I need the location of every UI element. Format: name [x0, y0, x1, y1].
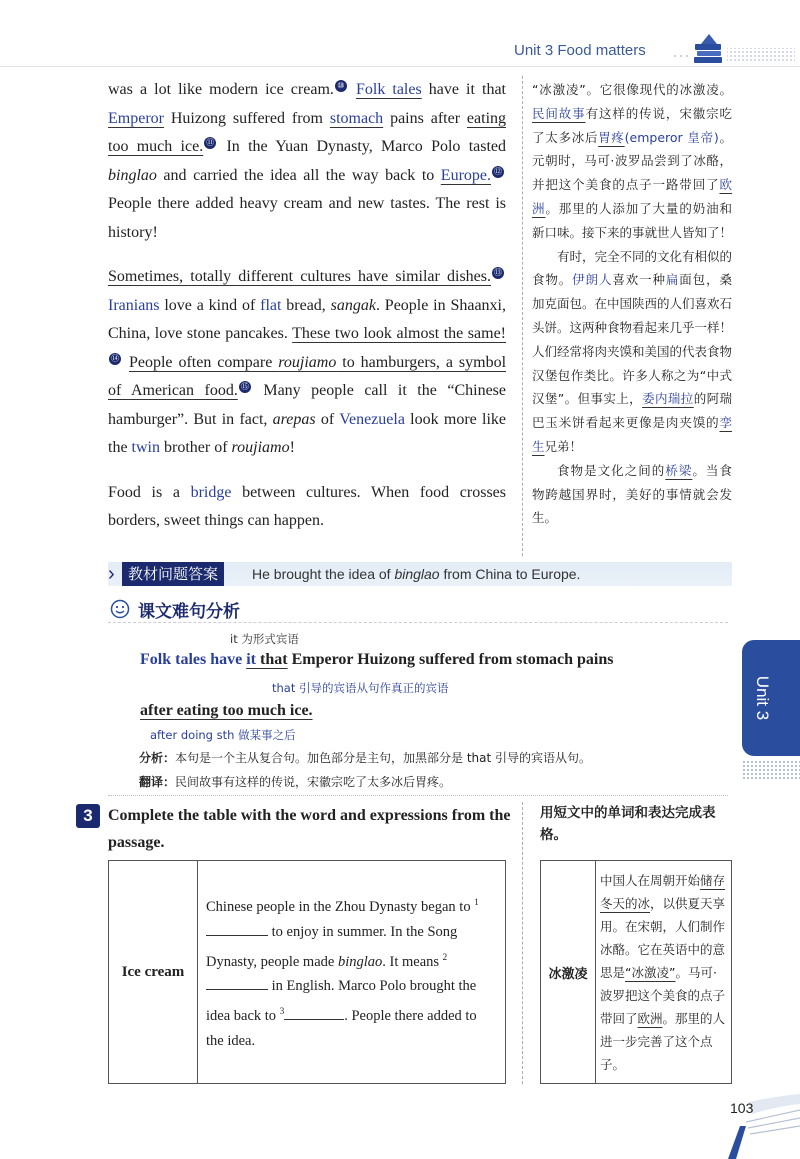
column-divider-lower	[522, 802, 523, 1084]
text-run: pains after	[383, 109, 467, 127]
text-run: was a lot like modern ice cream.	[108, 81, 334, 98]
table-row-label-zh: 冰激凌	[541, 861, 596, 1084]
answer-tag: 教材问题答案	[122, 562, 224, 586]
exercise-instruction: Complete the table with the word and expressions from the passage.	[108, 807, 511, 851]
text-run: 有这样的传说，宋徽宗吃了太多冰后	[532, 105, 732, 145]
text-run: brother of	[160, 439, 232, 456]
passage-english	[108, 76, 506, 552]
text-run: (emperor 皇帝)	[624, 129, 719, 145]
text-run: 伊朗人	[572, 272, 613, 288]
text-run: 民间故事	[532, 105, 586, 121]
passage-paragraph-2	[108, 263, 506, 463]
text-run: 欧洲	[532, 177, 732, 216]
text-run	[349, 81, 356, 98]
answer-text: He brought the idea of binglao from China to Europe.	[252, 566, 581, 582]
text-run: 的阿瑞巴玉米饼看起来更像是肉夹馍的	[532, 391, 732, 431]
sentence-number-badge: ⑭	[111, 353, 119, 363]
text-run: Europe.	[440, 166, 491, 184]
text-run: These two look almost the same!	[292, 325, 507, 342]
text-run: Folk tales	[355, 81, 422, 98]
text-run: 兄弟！	[544, 438, 583, 454]
text-run: 胃疼	[598, 129, 625, 145]
analysis-translation: 翻译：民间故事有这样的传说，宋徽宗吃了太多冰后胃疼。	[139, 775, 452, 789]
text-run: 桥梁	[665, 462, 693, 478]
answer-table-zh	[540, 860, 732, 1084]
annotation-object-clause: that 引导的宾语从句作真正的宾语	[272, 681, 449, 695]
analysis-title: 课文难句分析	[138, 602, 240, 622]
page-number: 103	[730, 1100, 754, 1116]
text-run: have it that	[421, 81, 506, 98]
blank-3-input[interactable]	[284, 1005, 344, 1020]
text-run: 扁	[665, 272, 680, 288]
text-run: . People in Shaanxi, China, love stone pancakes.	[108, 296, 507, 342]
table-row-label: Ice cream	[109, 861, 198, 1084]
analysis-sentence-line-1: Folk tales have it that Emperor Huizong suffered from stomach pains	[140, 651, 614, 668]
text-run: Sometimes, totally different cultures have similar dishes.	[108, 268, 491, 285]
text-run: “冰激凌”。它很像现代的冰激凌。	[532, 82, 732, 97]
passage-paragraph-1	[108, 76, 506, 247]
column-divider	[522, 76, 523, 556]
text-run: look more like the	[108, 410, 506, 456]
sentence-number-badge: ⑫	[494, 166, 502, 176]
text-run: twin	[131, 439, 160, 456]
annotation-formal-object: it 为形式宾语	[230, 632, 299, 646]
text-run: !	[289, 439, 295, 456]
text-run: Emperor	[108, 109, 164, 127]
exercise-instruction-zh: 用短文中的单词和表达完成表格。	[540, 805, 716, 843]
table-row-content-zh: 中国人在周朝开始储存冬天的冰，以供夏天享用。在宋朝，人们制作冰酪。它在英语中的意思是“冰激凌”。马可·波罗把这个美食的点子带回了欧洲。那里的人进一步完善了这个点子。	[596, 861, 732, 1084]
sentence-number-badge: ⑩	[335, 80, 347, 92]
text-run: to hamburgers, a symbol of American food.	[108, 353, 507, 399]
text-run: Food is a	[108, 483, 191, 501]
text-run: arepas	[272, 410, 316, 428]
header-rule	[0, 66, 800, 67]
unit-side-tab-label: Unit 3	[753, 675, 773, 721]
text-run: 面包，桑加克面包。在中国陕西的人们喜欢石头饼。这两种食物看起来几乎一样！人们经常将肉夹馍和美国的代表食物汉堡包作类比。许多人称之为“中式汉堡”。但事实上，	[532, 272, 733, 407]
text-run: and carried the idea all the way back to	[156, 166, 441, 184]
text-run: bread,	[281, 296, 331, 314]
analysis-bottom-rule	[108, 795, 728, 796]
text-run: Huizong suffered from	[163, 109, 330, 127]
chevron-right-icon: ›	[108, 563, 115, 585]
annotation-after-doing: after doing sth 做某事之后	[150, 728, 296, 742]
text-run: 喜欢一种	[612, 272, 666, 288]
text-run: 食物是文化之间的	[557, 462, 666, 478]
text-run: sangak	[330, 296, 376, 314]
translation-paragraph-1	[532, 78, 732, 245]
text-run: People there added heavy cream and new tastes. The rest is history!	[108, 195, 506, 241]
book-stack-icon	[665, 30, 795, 70]
smiley-icon	[110, 599, 130, 619]
text-run: eating too much ice.	[108, 109, 507, 155]
text-run: Iranians	[108, 296, 160, 314]
text-run: binglao	[108, 166, 157, 184]
text-run: 委内瑞拉	[642, 391, 694, 407]
text-run: Many people call it the “Chinese hamburger”. But in fact,	[108, 382, 507, 428]
analysis-sentence-line-2: after eating too much ice.	[140, 702, 313, 719]
text-run: roujiamo	[231, 439, 290, 456]
analysis-explanation: 分析：本句是一个主从复合句。加色部分是主句，加黑部分是 that 引导的宾语从句。	[139, 751, 592, 765]
table-row-content: Chinese people in the Zhou Dynasty began to $^1$ to enjoy in summer. In the Song Dynasty, people made binglao. It means $^2$ in English. Marco Polo brought the idea back to $^3$ . People there added to the idea.	[198, 861, 506, 1084]
text-run: 。当食物跨越国界时，美好的事情就会发生。	[532, 462, 732, 526]
text-run: 有时，完全不同的文化有相似的食物。	[532, 248, 733, 288]
text-run: bridge	[190, 483, 232, 501]
exercise-table	[108, 860, 506, 1084]
running-header: Unit 3 Food matters	[514, 42, 646, 59]
blank-2-input[interactable]	[206, 975, 268, 990]
blank-1-input[interactable]	[206, 921, 268, 936]
sentence-number-badge: ⑮	[240, 382, 249, 391]
text-run: 。那里的人添加了大量的奶油和新口味。接下来的事就世人皆知了！	[532, 200, 733, 240]
passage-translation	[532, 78, 732, 530]
text-run: People often compare	[128, 353, 279, 371]
translation-paragraph-2	[532, 245, 732, 459]
analysis-rule	[108, 622, 728, 623]
text-run: of	[315, 410, 340, 428]
text-run: stomach	[329, 109, 384, 127]
text-run: flat	[260, 296, 282, 314]
text-run: 孪生	[532, 415, 732, 454]
text-run: love a kind of	[159, 296, 261, 314]
text-run: roujiamo	[278, 353, 337, 371]
translation-paragraph-3	[532, 459, 732, 530]
text-run: In the Yuan Dynasty, Marco Polo tasted	[218, 138, 507, 155]
side-tab-dots	[742, 760, 800, 780]
text-run: Venezuela	[339, 410, 405, 428]
sentence-number-badge: ⑪	[206, 138, 215, 147]
exercise-number-badge: 3	[76, 804, 100, 828]
text-run: 。元朝时，马可·波罗品尝到了冰酪，并把这个美食的点子一路带回了	[532, 129, 732, 193]
text-run: between cultures. When food crosses borders, sweet things can happen.	[108, 483, 507, 529]
sentence-number-badge: ⑬	[494, 268, 502, 277]
passage-paragraph-3	[108, 479, 506, 536]
